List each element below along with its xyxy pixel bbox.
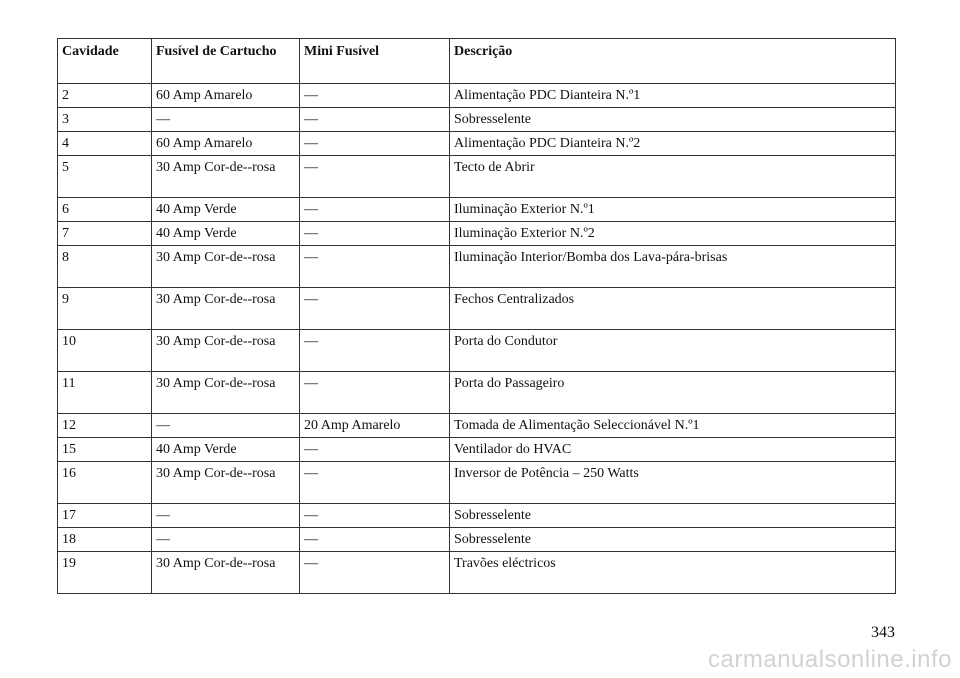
cell-mini: — <box>300 288 450 330</box>
cell-cavidade: 19 <box>58 552 152 594</box>
table-row <box>58 222 896 246</box>
table-row <box>58 438 896 462</box>
cell-descricao: Tomada de Alimentação Seleccionável N.º1 <box>450 414 896 438</box>
cell-mini: — <box>300 108 450 132</box>
table-row <box>58 528 896 552</box>
cell-descricao: Iluminação Exterior N.º1 <box>450 198 896 222</box>
table-row <box>58 552 896 594</box>
cell-mini: — <box>300 462 450 504</box>
cell-descricao: Tecto de Abrir <box>450 156 896 198</box>
cell-cavidade: 10 <box>58 330 152 372</box>
cell-descricao: Travões eléctricos <box>450 552 896 594</box>
table-row <box>58 372 896 414</box>
cell-descricao: Porta do Passageiro <box>450 372 896 414</box>
table-row <box>58 288 896 330</box>
cell-cartucho: 60 Amp Amarelo <box>152 132 300 156</box>
cell-descricao: Fechos Centralizados <box>450 288 896 330</box>
cell-descricao: Alimentação PDC Dianteira N.º2 <box>450 132 896 156</box>
cell-cavidade: 7 <box>58 222 152 246</box>
cell-cavidade: 9 <box>58 288 152 330</box>
cell-cavidade: 2 <box>58 84 152 108</box>
fuse-table <box>57 38 896 594</box>
page-number: 343 <box>871 624 895 641</box>
cell-cavidade: 3 <box>58 108 152 132</box>
cell-mini: — <box>300 372 450 414</box>
cell-mini: — <box>300 438 450 462</box>
cell-descricao: Iluminação Interior/Bomba dos Lava-pára-brisas <box>450 246 896 288</box>
cell-cavidade: 16 <box>58 462 152 504</box>
table-header-row <box>58 39 896 84</box>
cell-cartucho: 40 Amp Verde <box>152 222 300 246</box>
cell-mini: — <box>300 552 450 594</box>
cell-cartucho: 30 Amp Cor-de--rosa <box>152 156 300 198</box>
cell-cavidade: 6 <box>58 198 152 222</box>
table-row <box>58 462 896 504</box>
cell-cartucho: — <box>152 108 300 132</box>
cell-cavidade: 4 <box>58 132 152 156</box>
cell-cartucho: 60 Amp Amarelo <box>152 84 300 108</box>
cell-cavidade: 11 <box>58 372 152 414</box>
cell-mini: — <box>300 222 450 246</box>
cell-mini: — <box>300 132 450 156</box>
cell-descricao: Ventilador do HVAC <box>450 438 896 462</box>
cell-mini: — <box>300 246 450 288</box>
cell-cavidade: 8 <box>58 246 152 288</box>
cell-mini: — <box>300 504 450 528</box>
cell-mini: 20 Amp Amarelo <box>300 414 450 438</box>
table-row <box>58 132 896 156</box>
cell-mini: — <box>300 528 450 552</box>
cell-cartucho: — <box>152 414 300 438</box>
table-row <box>58 198 896 222</box>
cell-descricao: Iluminação Exterior N.º2 <box>450 222 896 246</box>
header-mini-fusivel: Mini Fusível <box>300 39 450 84</box>
cell-descricao: Sobresselente <box>450 528 896 552</box>
cell-cartucho: 30 Amp Cor-de--rosa <box>152 246 300 288</box>
cell-descricao: Inversor de Potência – 250 Watts <box>450 462 896 504</box>
cell-cartucho: 30 Amp Cor-de--rosa <box>152 288 300 330</box>
cell-cavidade: 18 <box>58 528 152 552</box>
cell-cartucho: 40 Amp Verde <box>152 198 300 222</box>
cell-cartucho: 30 Amp Cor-de--rosa <box>152 330 300 372</box>
cell-cartucho: 30 Amp Cor-de--rosa <box>152 462 300 504</box>
cell-cartucho: — <box>152 528 300 552</box>
table-row <box>58 414 896 438</box>
watermark-text: carmanualsonline.info <box>708 646 952 673</box>
cell-descricao: Sobresselente <box>450 504 896 528</box>
cell-cartucho: 30 Amp Cor-de--rosa <box>152 372 300 414</box>
cell-cartucho: 30 Amp Cor-de--rosa <box>152 552 300 594</box>
cell-mini: — <box>300 84 450 108</box>
table-row <box>58 156 896 198</box>
table-row <box>58 504 896 528</box>
cell-cavidade: 15 <box>58 438 152 462</box>
table-row <box>58 84 896 108</box>
cell-mini: — <box>300 156 450 198</box>
cell-cartucho: — <box>152 504 300 528</box>
header-descricao: Descrição <box>450 39 896 84</box>
table-row <box>58 108 896 132</box>
table-row <box>58 330 896 372</box>
cell-cavidade: 12 <box>58 414 152 438</box>
header-cavidade: Cavidade <box>58 39 152 84</box>
header-fusivel-cartucho: Fusível de Cartucho <box>152 39 300 84</box>
cell-cartucho: 40 Amp Verde <box>152 438 300 462</box>
cell-descricao: Sobresselente <box>450 108 896 132</box>
cell-descricao: Alimentação PDC Dianteira N.º1 <box>450 84 896 108</box>
table-row <box>58 246 896 288</box>
cell-mini: — <box>300 198 450 222</box>
cell-cavidade: 17 <box>58 504 152 528</box>
cell-cavidade: 5 <box>58 156 152 198</box>
cell-mini: — <box>300 330 450 372</box>
cell-descricao: Porta do Condutor <box>450 330 896 372</box>
